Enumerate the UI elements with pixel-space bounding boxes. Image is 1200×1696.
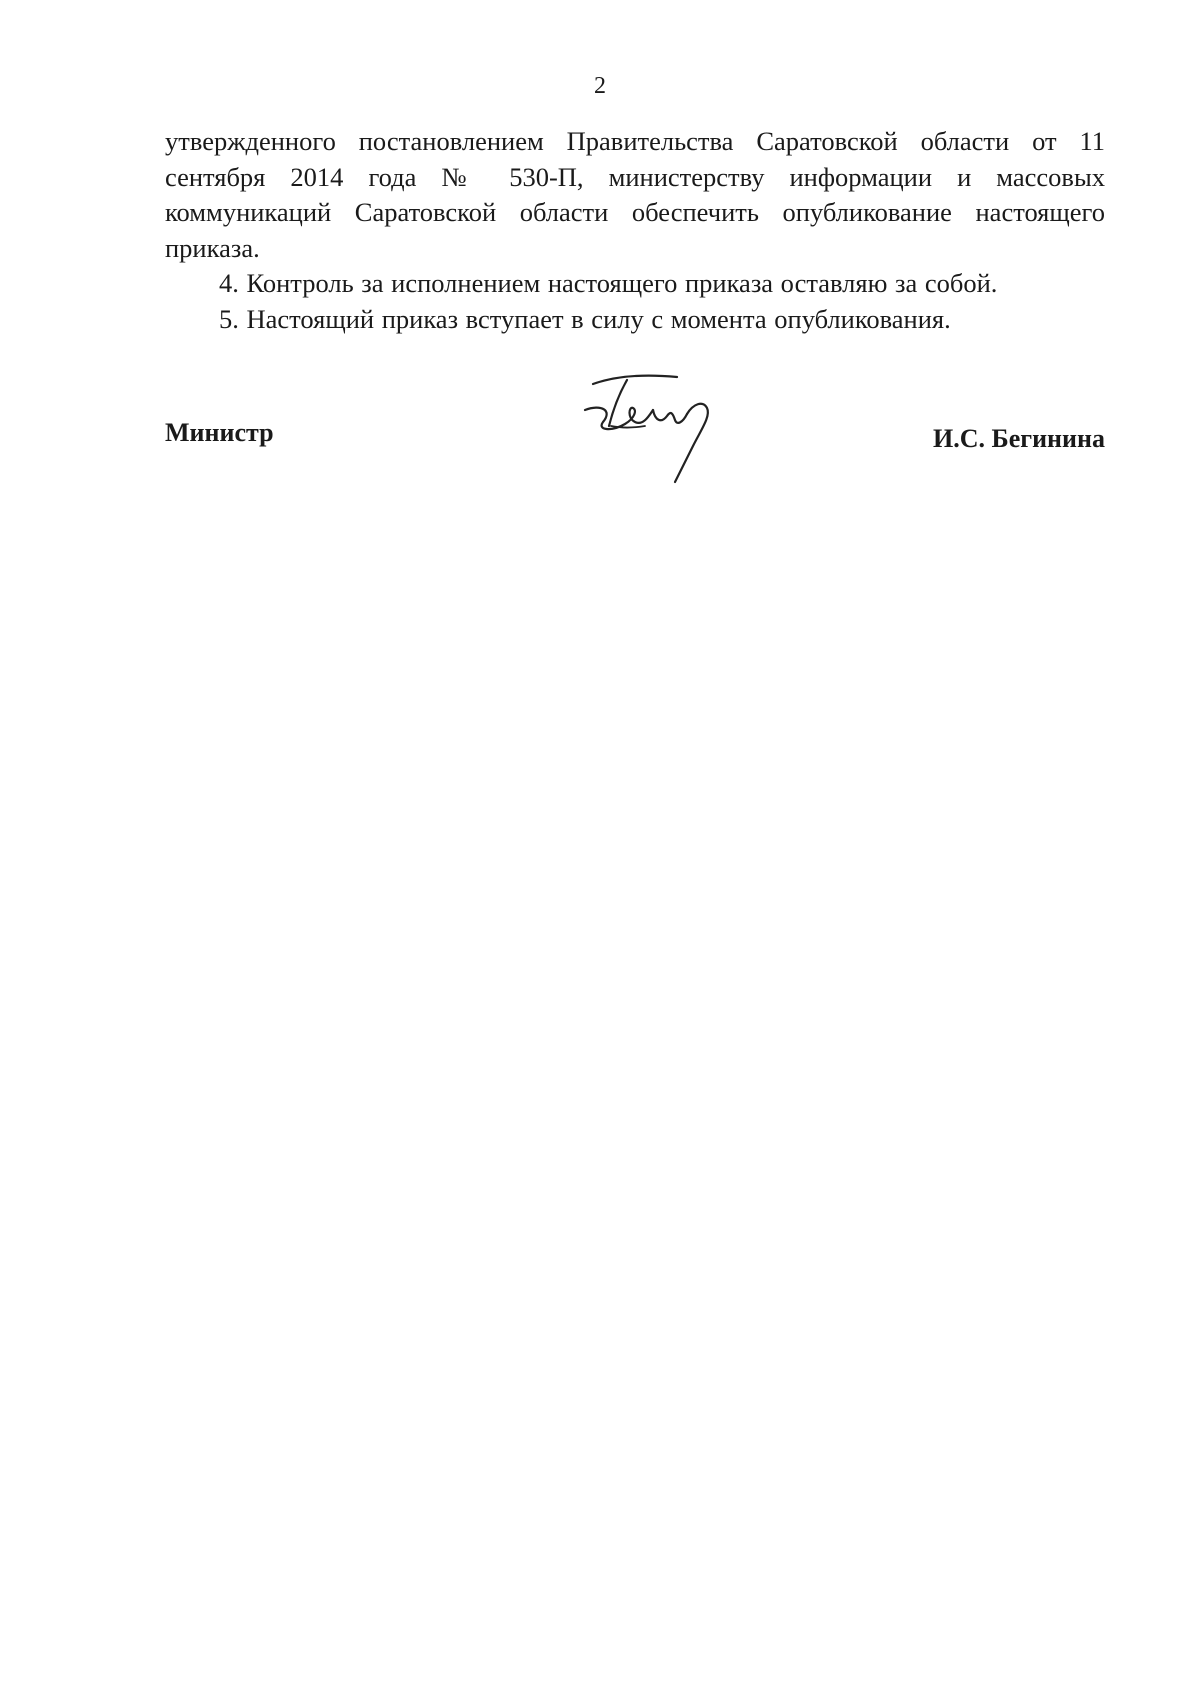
signature-block xyxy=(165,370,1105,490)
signer-position: Министр xyxy=(165,418,274,447)
handwritten-signature xyxy=(575,370,735,488)
paragraph-item-5: 5. Настоящий приказ вступает в силу с момента опубликования. xyxy=(219,303,951,334)
page-number: 2 xyxy=(594,73,606,99)
document-body xyxy=(165,124,1105,337)
paragraph-continuation: утвержденного постановлением Правительства Саратовской области от 11 сентября 2014 года № 530-П, министерству информации и массовых коммуникаций Саратовской области обеспечить опубликование настоящего приказа. xyxy=(165,126,1105,263)
signer-name: И.С. Бегинина xyxy=(933,424,1105,453)
paragraph-item-4: 4. Контроль за исполнением настоящего приказа оставляю за собой. xyxy=(219,268,998,298)
